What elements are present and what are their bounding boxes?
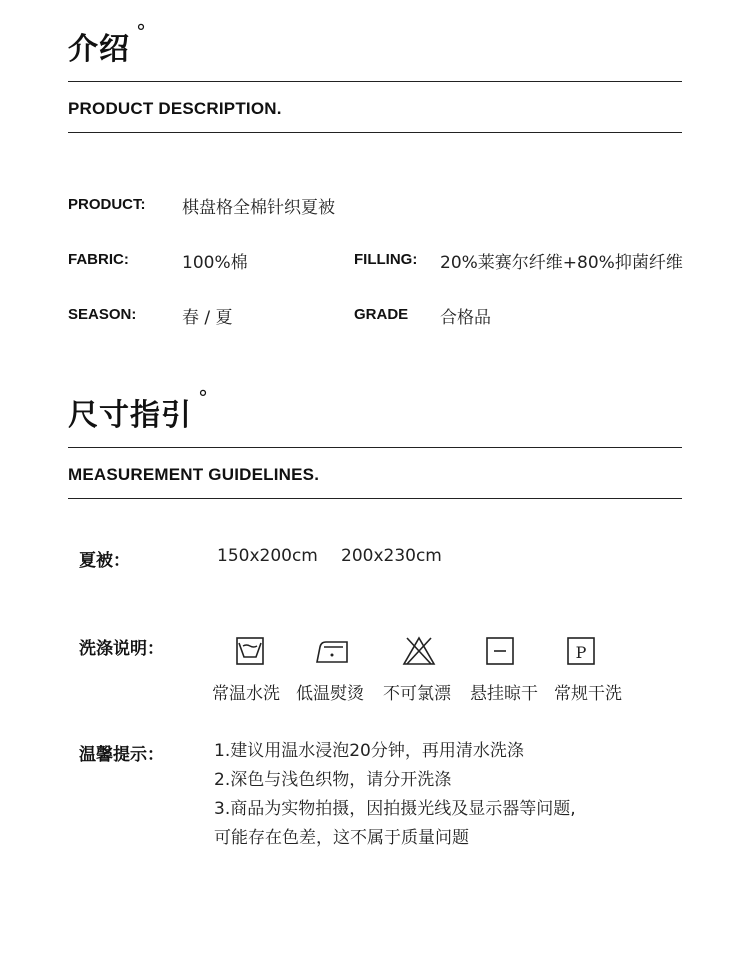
tips-label: 温馨提示： [79,745,164,765]
dry-clean-p-letter: P [575,643,587,662]
dry-clean-p-icon [563,635,599,667]
divider [68,447,682,448]
size-value-2: 200x230cm [341,546,442,566]
intro-title [68,20,147,68]
season-value: 春 / 夏 [182,308,233,328]
filling-label: FILLING: [354,251,418,268]
size-label: 夏被： [79,551,130,571]
measurement-title-text: 尺寸指引 [68,398,192,433]
hang-dry-icon [482,635,518,667]
fabric-label: FABRIC: [68,251,129,268]
tip-line-2: 2.深色与浅色织物，请分开洗涤 [214,770,452,790]
divider [68,81,682,82]
care-label: 洗涤说明： [79,639,164,659]
divider [68,498,682,499]
divider [68,132,682,133]
tip-line-1: 1.建议用温水浸泡20分钟，再用清水洗涤 [214,741,524,761]
degree-mark: ° [136,20,147,44]
no-bleach-icon [401,635,437,667]
care-caption-iron: 低温熨烫 [296,684,364,704]
grade-value: 合格品 [440,308,491,328]
product-value: 棋盘格全棉针织夏被 [182,198,335,218]
care-caption-dryclean: 常规干洗 [554,684,622,704]
filling-value: 20%莱赛尔纤维+80%抑菌纤维 [440,253,683,273]
tip-line-3: 3.商品为实物拍摄，因拍摄光线及显示器等问题, [214,799,576,819]
fabric-value: 100%棉 [182,253,248,273]
product-description-heading: PRODUCT DESCRIPTION. [68,99,282,118]
size-value-1: 150x200cm [217,546,318,566]
measurement-guidelines-heading: MEASUREMENT GUIDELINES. [68,465,320,484]
intro-title-text: 介绍 [68,32,130,67]
care-caption-bleach: 不可氯漂 [383,684,451,704]
wash-basin-icon [232,635,268,667]
care-caption-dry: 悬挂晾干 [470,684,538,704]
grade-label: GRADE [354,306,409,323]
product-label: PRODUCT: [68,196,146,213]
degree-mark: ° [198,386,209,410]
measurement-title [68,386,209,434]
care-caption-wash: 常温水洗 [212,684,280,704]
season-label: SEASON: [68,306,137,323]
iron-icon [314,635,350,667]
tip-line-4: 可能存在色差，这不属于质量问题 [214,828,469,848]
